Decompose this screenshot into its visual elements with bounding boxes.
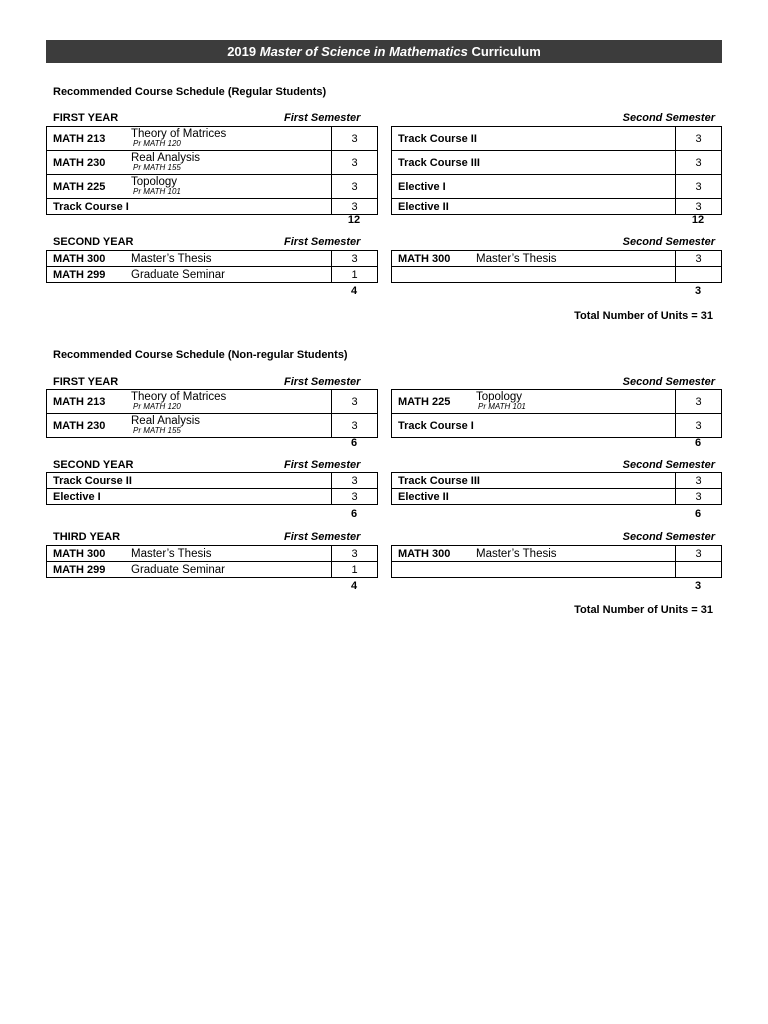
course-row [47, 414, 378, 438]
course-units: 3 [676, 251, 722, 267]
course-units: 3 [332, 127, 378, 151]
regular-first-year-label: FIRST YEAR [53, 112, 119, 124]
course-title-group [131, 392, 226, 412]
course-cell [47, 489, 332, 505]
course-cell [392, 546, 676, 562]
course-title: Master’s Thesis [476, 252, 557, 265]
course-code: MATH 230 [53, 419, 106, 432]
course-units: 3 [676, 175, 722, 199]
course-cell [392, 251, 676, 267]
schedule-table [391, 126, 722, 215]
course-cell [392, 127, 676, 151]
semester-label: First Semester [284, 459, 361, 471]
semester-label: Second Semester [622, 112, 715, 124]
course-cell [392, 562, 676, 578]
course-code: MATH 299 [53, 563, 106, 576]
nonregular-second-year-label: SECOND YEAR [53, 459, 134, 471]
nonregular-first-year-label: FIRST YEAR [53, 376, 119, 388]
banner-program: Master of Science in Mathematics [259, 44, 468, 59]
course-code: MATH 300 [398, 547, 451, 560]
course-units: 3 [332, 473, 378, 489]
course-name: Track Course III [398, 156, 480, 169]
course-row [47, 175, 378, 199]
course-prerequisite: Pr MATH 101 [133, 187, 181, 197]
course-cell [392, 199, 676, 215]
course-units: 3 [676, 151, 722, 175]
course-code: MATH 213 [53, 395, 106, 408]
semester-label: First Semester [284, 112, 361, 124]
course-title: Theory of Matrices [131, 390, 227, 403]
course-cell [47, 390, 332, 414]
course-row [47, 562, 378, 578]
course-code: MATH 230 [53, 156, 106, 169]
course-row [392, 489, 722, 505]
course-units [676, 562, 722, 578]
subtotal-units: 6 [350, 508, 358, 520]
course-row [392, 199, 722, 215]
course-cell [47, 127, 332, 151]
course-units: 3 [332, 414, 378, 438]
course-units: 3 [676, 127, 722, 151]
course-units: 3 [676, 473, 722, 489]
course-row [392, 127, 722, 151]
course-row [47, 390, 378, 414]
course-prerequisite: Pr MATH 155 [133, 426, 181, 436]
course-title: Topology [476, 390, 523, 403]
course-row [392, 267, 722, 283]
subtotal-units: 3 [694, 285, 702, 297]
course-title: Master’s Thesis [131, 252, 212, 265]
course-cell [47, 267, 332, 283]
course-cell [47, 562, 332, 578]
course-prerequisite: Pr MATH 155 [133, 163, 181, 173]
banner-suffix: Curriculum [471, 44, 541, 59]
subtotal-units: 4 [350, 580, 358, 592]
semester-label: Second Semester [622, 236, 715, 248]
subtotal-units: 4 [350, 285, 358, 297]
course-cell [392, 489, 676, 505]
course-code: MATH 300 [53, 547, 106, 560]
schedule-table [46, 250, 378, 283]
course-units: 1 [332, 562, 378, 578]
subtotal-units: 12 [691, 214, 705, 226]
course-name: Elective I [398, 180, 446, 193]
nonregular-section-title: Recommended Course Schedule (Non-regular Students) [53, 349, 348, 361]
course-units: 3 [676, 390, 722, 414]
semester-label: First Semester [284, 236, 361, 248]
regular-section-title: Recommended Course Schedule (Regular Students) [53, 86, 327, 98]
course-title-group [131, 416, 200, 436]
course-units: 3 [676, 489, 722, 505]
course-title: Real Analysis [131, 414, 201, 427]
semester-label: Second Semester [622, 376, 715, 388]
course-code: MATH 299 [53, 268, 106, 281]
subtotal-units: 6 [350, 437, 358, 449]
course-row [47, 267, 378, 283]
course-row [392, 175, 722, 199]
schedule-table [46, 389, 378, 438]
course-units: 3 [332, 199, 378, 215]
course-units: 3 [332, 251, 378, 267]
course-row [47, 199, 378, 215]
course-row [392, 414, 722, 438]
course-name: Track Course I [53, 200, 129, 213]
semester-label: Second Semester [622, 531, 715, 543]
course-cell [47, 414, 332, 438]
semester-label: Second Semester [622, 459, 715, 471]
course-cell [47, 473, 332, 489]
course-name: Elective II [398, 490, 449, 503]
course-name: Elective I [53, 490, 101, 503]
course-units: 3 [332, 546, 378, 562]
course-cell [47, 151, 332, 175]
semester-label: First Semester [284, 376, 361, 388]
course-row [392, 473, 722, 489]
course-code: MATH 213 [53, 132, 106, 145]
course-name: Track Course II [53, 474, 132, 487]
course-units: 3 [332, 489, 378, 505]
course-cell [392, 414, 676, 438]
course-title: Master’s Thesis [131, 547, 212, 560]
regular-second-year-label: SECOND YEAR [53, 236, 134, 248]
course-code: MATH 300 [53, 252, 106, 265]
course-cell [47, 199, 332, 215]
course-units: 3 [676, 414, 722, 438]
course-row [47, 251, 378, 267]
course-title: Real Analysis [131, 151, 201, 164]
schedule-table [46, 545, 378, 578]
subtotal-units: 12 [347, 214, 361, 226]
course-title: Graduate Seminar [131, 268, 225, 281]
course-title-group [131, 129, 226, 149]
course-cell [392, 151, 676, 175]
course-units: 1 [332, 267, 378, 283]
course-row [392, 151, 722, 175]
course-units: 3 [332, 175, 378, 199]
course-row [47, 546, 378, 562]
course-title: Topology [131, 175, 178, 188]
schedule-table [391, 545, 722, 578]
course-cell [392, 390, 676, 414]
subtotal-units: 3 [694, 580, 702, 592]
course-title: Master’s Thesis [476, 547, 557, 560]
course-row [392, 251, 722, 267]
course-cell [47, 251, 332, 267]
course-cell [47, 175, 332, 199]
course-prerequisite: Pr MATH 120 [133, 139, 181, 149]
course-code: MATH 300 [398, 252, 451, 265]
course-row [392, 390, 722, 414]
course-name: Elective II [398, 200, 449, 213]
schedule-table [46, 472, 378, 505]
course-title-group [476, 392, 526, 412]
course-prerequisite: Pr MATH 120 [133, 402, 181, 412]
curriculum-banner [46, 40, 722, 63]
semester-label: First Semester [284, 531, 361, 543]
nonregular-total-units: Total Number of Units = 31 [574, 604, 713, 616]
course-title-group [131, 177, 181, 197]
course-row [392, 546, 722, 562]
course-row [47, 489, 378, 505]
course-units: 3 [332, 151, 378, 175]
course-units: 3 [676, 546, 722, 562]
subtotal-units: 6 [694, 508, 702, 520]
course-code: MATH 225 [398, 395, 451, 408]
nonregular-third-year-label: THIRD YEAR [53, 531, 121, 543]
course-row [47, 151, 378, 175]
schedule-table [391, 472, 722, 505]
course-title: Graduate Seminar [131, 563, 225, 576]
course-cell [47, 546, 332, 562]
course-name: Track Course III [398, 474, 480, 487]
course-prerequisite: Pr MATH 101 [478, 402, 526, 412]
course-title-group [131, 153, 200, 173]
course-name: Track Course I [398, 419, 474, 432]
course-row [392, 562, 722, 578]
schedule-table [391, 389, 722, 438]
course-units: 3 [332, 390, 378, 414]
course-units: 3 [676, 199, 722, 215]
subtotal-units: 6 [694, 437, 702, 449]
course-row [47, 127, 378, 151]
course-cell [392, 473, 676, 489]
schedule-table [391, 250, 722, 283]
course-name: Track Course II [398, 132, 477, 145]
course-units [676, 267, 722, 283]
schedule-table [46, 126, 378, 215]
course-title: Theory of Matrices [131, 127, 227, 140]
banner-year: 2019 [227, 44, 257, 59]
course-code: MATH 225 [53, 180, 106, 193]
regular-total-units: Total Number of Units = 31 [574, 310, 713, 322]
course-cell [392, 175, 676, 199]
course-row [47, 473, 378, 489]
course-cell [392, 267, 676, 283]
